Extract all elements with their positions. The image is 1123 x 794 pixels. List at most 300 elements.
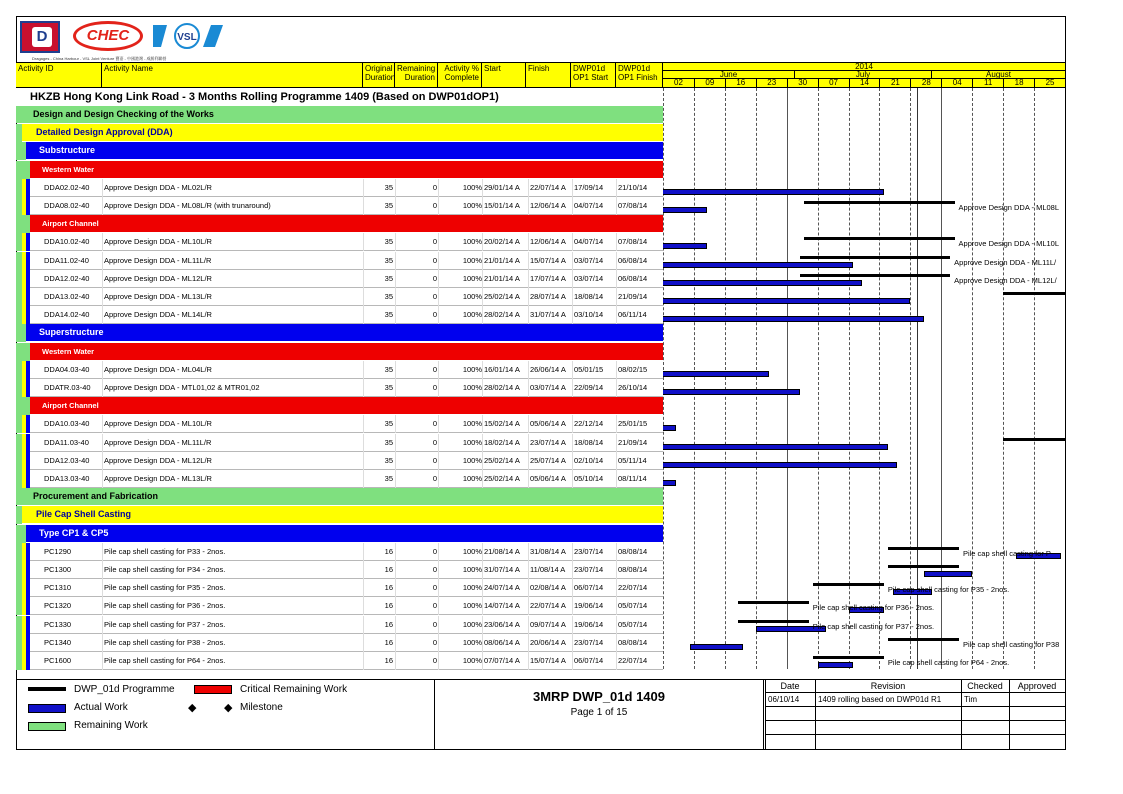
original-duration: 35 <box>384 273 393 283</box>
op1-start-date: 17/09/14 <box>574 182 604 192</box>
remaining-duration: 0 <box>432 637 437 647</box>
cell-divider <box>395 597 396 615</box>
wbs-band-level-2: Pile Cap Shell Casting <box>22 506 663 523</box>
activity-name: Approve Design DDA - ML10L/R <box>104 419 212 429</box>
cell-divider <box>616 252 617 270</box>
timeline-week: 14 <box>849 79 880 88</box>
activity-name: Approve Design DDA - MTL01,02 & MTR01,02 <box>104 383 260 392</box>
cell-divider <box>482 616 483 634</box>
wbs-band-level-4: Western Water <box>30 161 663 178</box>
op1-start-date: 23/07/14 <box>574 637 604 647</box>
finish-date: 17/07/14 A <box>530 273 566 283</box>
pct-complete: 100% <box>462 455 482 465</box>
activity-row[interactable] <box>16 470 663 488</box>
cell-divider <box>363 597 364 615</box>
activity-name: Pile cap shell casting for P38 - 2nos. <box>104 637 226 647</box>
finish-date: 31/07/14 A <box>530 310 566 320</box>
cell-divider <box>438 233 439 251</box>
activity-name: Pile cap shell casting for P64 - 2nos. <box>104 656 226 665</box>
finish-date: 02/08/14 A <box>530 583 566 593</box>
cell-divider <box>616 197 617 215</box>
cell-divider <box>395 179 396 197</box>
pct-complete: 100% <box>462 419 482 429</box>
original-duration: 35 <box>384 237 393 247</box>
activity-row[interactable] <box>16 634 663 652</box>
op1-finish-date: 05/07/14 <box>618 619 648 629</box>
start-date: 15/01/14 A <box>484 201 520 210</box>
cell-divider <box>528 379 529 397</box>
gantt-actual-bar <box>663 371 769 377</box>
cell-divider <box>616 597 617 615</box>
gantt-actual-bar <box>690 644 743 650</box>
gantt-actual-bar <box>663 480 676 486</box>
original-duration: 35 <box>384 455 393 465</box>
cell-divider <box>482 652 483 670</box>
cell-divider <box>102 434 103 452</box>
wbs-indent-stripe <box>16 361 30 379</box>
pct-complete: 100% <box>462 601 482 611</box>
document-title-block <box>434 680 764 750</box>
timeline-week: 28 <box>910 79 941 88</box>
original-duration: 16 <box>384 601 393 611</box>
remaining-duration: 0 <box>432 474 437 483</box>
wbs-indent-stripe <box>16 252 30 270</box>
gantt-gridline <box>787 88 788 669</box>
cell-divider <box>438 179 439 197</box>
cell-divider <box>616 543 617 561</box>
cell-divider <box>363 197 364 215</box>
pct-complete: 100% <box>462 583 482 593</box>
original-duration: 35 <box>384 474 393 483</box>
remaining-duration: 0 <box>432 583 437 593</box>
original-duration: 16 <box>384 565 393 574</box>
cell-divider <box>395 306 396 324</box>
activity-id: DDATR.03-40 <box>44 383 91 392</box>
activity-row[interactable] <box>16 415 663 433</box>
activity-row[interactable] <box>16 434 663 452</box>
cell-divider <box>438 634 439 652</box>
activity-row[interactable] <box>16 616 663 634</box>
activity-row[interactable] <box>16 288 663 306</box>
activity-id: DDA10.02-40 <box>44 237 90 247</box>
wbs-indent-stripe <box>16 470 30 488</box>
activity-id: DDA12.02-40 <box>44 273 90 283</box>
cell-divider <box>572 543 573 561</box>
op1-start-date: 06/07/14 <box>574 583 604 593</box>
cell-divider <box>102 616 103 634</box>
start-date: 31/07/14 A <box>484 565 520 574</box>
op1-start-date: 04/07/14 <box>574 237 604 247</box>
cell-divider <box>528 543 529 561</box>
cell-divider <box>102 543 103 561</box>
gantt-bar-label: Approve Design DDA - ML08L <box>958 203 1060 212</box>
rev-header-revision: Revision <box>870 681 906 691</box>
cell-divider <box>616 470 617 488</box>
start-date: 23/06/14 A <box>484 619 520 629</box>
pct-complete: 100% <box>462 182 482 192</box>
activity-row[interactable] <box>16 252 663 270</box>
document-title: 3MRP DWP_01d 1409 <box>533 689 665 704</box>
gantt-programme-bar <box>800 274 950 277</box>
wbs-indent-stripe <box>16 124 22 142</box>
gantt-actual-bar <box>663 444 888 450</box>
activity-id: PC1300 <box>44 565 72 574</box>
activity-row[interactable] <box>16 652 663 670</box>
col-activity-id: Activity ID <box>16 62 102 88</box>
gantt-gridline <box>694 88 695 669</box>
cell-divider <box>438 616 439 634</box>
col-original-duration: Original Duration <box>363 62 395 88</box>
activity-row[interactable] <box>16 361 663 379</box>
rev-header-checked: Checked <box>967 681 1003 691</box>
gantt-programme-bar <box>804 201 954 204</box>
activity-id: DDA11.03-40 <box>44 437 89 447</box>
gantt-actual-bar <box>663 425 676 431</box>
gantt-actual-bar <box>663 389 800 395</box>
cell-divider <box>572 579 573 597</box>
data-date-line <box>917 88 918 669</box>
remaining-duration: 0 <box>432 255 437 265</box>
cell-divider <box>528 597 529 615</box>
cell-divider <box>363 252 364 270</box>
activity-row[interactable] <box>16 233 663 251</box>
finish-date: 05/06/14 A <box>530 474 566 483</box>
gantt-programme-bar <box>813 656 884 659</box>
cell-divider <box>482 470 483 488</box>
wbs-band-level-1: Procurement and Fabrication <box>16 488 663 505</box>
op1-finish-date: 08/02/15 <box>618 364 648 374</box>
gantt-gridline <box>1003 88 1004 669</box>
cell-divider <box>482 270 483 288</box>
col-finish: Finish <box>526 62 571 88</box>
cell-divider <box>438 197 439 215</box>
cell-divider <box>438 470 439 488</box>
gantt-bar-label: Approve Design DDA - ML12L/ <box>954 275 1057 285</box>
op1-start-date: 03/07/14 <box>574 255 604 265</box>
cell-divider <box>395 652 396 670</box>
cell-divider <box>572 306 573 324</box>
cell-divider <box>528 634 529 652</box>
rev-checked: Tim <box>964 695 978 704</box>
pct-complete: 100% <box>462 637 482 647</box>
remaining-duration: 0 <box>432 546 437 556</box>
op1-finish-date: 21/10/14 <box>618 182 648 192</box>
finish-date: 11/08/14 A <box>530 565 566 574</box>
cell-divider <box>395 434 396 452</box>
cell-divider <box>363 179 364 197</box>
gantt-actual-bar <box>924 571 973 577</box>
op1-start-date: 19/06/14 <box>574 619 604 629</box>
cell-divider <box>363 288 364 306</box>
activity-name: Approve Design DDA - ML12L/R <box>104 455 212 465</box>
cell-divider <box>572 179 573 197</box>
legend-remaining-swatch <box>28 722 66 731</box>
start-date: 25/02/14 A <box>484 474 520 483</box>
activity-name: Approve Design DDA - ML11L/R <box>104 255 212 265</box>
gantt-gridline <box>972 88 973 669</box>
gantt-programme-bar <box>738 601 809 604</box>
cell-divider <box>395 543 396 561</box>
op1-finish-date: 06/08/14 <box>618 273 648 283</box>
cell-divider <box>102 652 103 670</box>
wbs-indent-stripe <box>16 379 30 397</box>
op1-finish-date: 26/10/14 <box>618 383 648 392</box>
cell-divider <box>363 452 364 470</box>
wbs-indent-stripe <box>16 506 22 524</box>
finish-date: 20/06/14 A <box>530 637 566 647</box>
finish-date: 05/06/14 A <box>530 419 566 429</box>
vsl-logo <box>153 21 223 51</box>
cell-divider <box>395 616 396 634</box>
timeline-week: 02 <box>674 78 683 87</box>
cell-divider <box>572 634 573 652</box>
cell-divider <box>363 652 364 670</box>
op1-start-date: 05/10/14 <box>574 474 604 483</box>
activity-name: Approve Design DDA - ML10L/R <box>104 237 212 247</box>
cell-divider <box>363 379 364 397</box>
wbs-indent-stripe <box>16 616 30 634</box>
cell-divider <box>102 452 103 470</box>
activity-name: Pile cap shell casting for P35 - 2nos. <box>104 583 226 593</box>
timeline-week: 07 <box>818 79 849 88</box>
cell-divider <box>528 415 529 433</box>
cell-divider <box>572 452 573 470</box>
timeline-week: 11 <box>972 79 1003 88</box>
cell-divider <box>482 634 483 652</box>
gantt-bar-label: Pile cap shell casting for P35 - 2nos. <box>887 585 1010 595</box>
activity-id: DDA11.02-40 <box>44 255 89 265</box>
op1-finish-date: 08/08/14 <box>618 546 648 556</box>
cell-divider <box>363 233 364 251</box>
activity-row[interactable] <box>16 197 663 215</box>
activity-id: DDA14.02-40 <box>44 310 90 320</box>
cell-divider <box>438 561 439 579</box>
start-date: 07/07/14 A <box>484 656 520 665</box>
timeline-week: 23 <box>756 79 787 88</box>
gantt-actual-bar <box>663 262 853 268</box>
activity-row[interactable] <box>16 597 663 615</box>
wbs-band-level-4: Western Water <box>30 343 663 360</box>
activity-row[interactable] <box>16 270 663 288</box>
op1-start-date: 06/07/14 <box>574 656 604 665</box>
original-duration: 35 <box>384 182 393 192</box>
cell-divider <box>572 270 573 288</box>
cell-divider <box>528 270 529 288</box>
cell-divider <box>616 361 617 379</box>
timeline-week: 21 <box>879 79 910 88</box>
gantt-programme-bar <box>800 256 950 259</box>
activity-id: DDA08.02-40 <box>44 201 90 210</box>
wbs-band-level-4: Airport Channel <box>30 215 663 232</box>
col-op1-start: DWP01d OP1 Start <box>571 62 616 88</box>
gantt-programme-bar <box>804 237 954 240</box>
finish-date: 12/06/14 A <box>530 201 566 210</box>
activity-id: DDA02.02-40 <box>44 182 90 192</box>
cell-divider <box>395 288 396 306</box>
cell-divider <box>482 197 483 215</box>
cell-divider <box>616 616 617 634</box>
finish-date: 22/07/14 A <box>530 601 566 611</box>
wbs-indent-stripe <box>16 324 26 342</box>
cell-divider <box>528 561 529 579</box>
op1-start-date: 23/07/14 <box>574 546 604 556</box>
cell-divider <box>616 233 617 251</box>
remaining-duration: 0 <box>432 201 437 210</box>
vsl-logo-text: VSL <box>177 32 197 43</box>
cell-divider <box>616 379 617 397</box>
remaining-duration: 0 <box>432 237 437 247</box>
remaining-duration: 0 <box>432 383 437 392</box>
wbs-indent-stripe <box>16 634 30 652</box>
op1-start-date: 05/01/15 <box>574 364 604 374</box>
cell-divider <box>395 634 396 652</box>
cell-divider <box>482 434 483 452</box>
pct-complete: 100% <box>462 565 482 574</box>
cell-divider <box>438 452 439 470</box>
cell-divider <box>482 379 483 397</box>
wbs-indent-stripe <box>16 197 30 215</box>
original-duration: 35 <box>384 201 393 210</box>
original-duration: 16 <box>384 583 393 593</box>
timeline-week-row <box>663 79 1065 88</box>
op1-finish-date: 22/07/14 <box>618 583 648 593</box>
gantt-actual-bar <box>663 189 884 195</box>
remaining-duration: 0 <box>432 310 437 320</box>
cell-divider <box>395 379 396 397</box>
op1-start-date: 04/07/14 <box>574 201 604 210</box>
gantt-gridline <box>1034 88 1035 669</box>
pct-complete: 100% <box>462 383 482 392</box>
cell-divider <box>572 233 573 251</box>
cell-divider <box>616 288 617 306</box>
activity-row[interactable] <box>16 543 663 561</box>
cell-divider <box>482 306 483 324</box>
op1-finish-date: 06/08/14 <box>618 255 648 265</box>
legend-remaining: Remaining Work <box>74 720 148 731</box>
activity-id: PC1290 <box>44 546 72 556</box>
cell-divider <box>395 452 396 470</box>
cell-divider <box>363 616 364 634</box>
gantt-gridline <box>756 88 757 669</box>
finish-date: 12/06/14 A <box>530 237 566 247</box>
cell-divider <box>572 197 573 215</box>
gantt-actual-bar <box>663 243 707 249</box>
cell-divider <box>572 415 573 433</box>
timeline-week: 04 <box>941 79 972 88</box>
cell-divider <box>102 579 103 597</box>
cell-divider <box>102 252 103 270</box>
pct-complete: 100% <box>462 273 482 283</box>
activity-row[interactable] <box>16 379 663 397</box>
timeline-week: 30 <box>787 79 818 88</box>
wbs-indent-stripe <box>16 397 30 415</box>
cell-divider <box>102 415 103 433</box>
activity-row[interactable] <box>16 561 663 579</box>
cell-divider <box>616 561 617 579</box>
activity-name: Approve Design DDA - ML04L/R <box>104 364 212 374</box>
cell-divider <box>395 270 396 288</box>
logo-caption: Dragages - China Harbour - VSL Joint Venture 寶嘉 - 中國港灣 - 威勝利聯營 <box>32 56 167 61</box>
cell-divider <box>102 306 103 324</box>
original-duration: 35 <box>384 383 393 392</box>
activity-row[interactable] <box>16 179 663 197</box>
cell-divider <box>102 379 103 397</box>
finish-date: 03/07/14 A <box>530 383 566 392</box>
cell-divider <box>572 288 573 306</box>
activity-row[interactable] <box>16 579 663 597</box>
cell-divider <box>438 415 439 433</box>
wbs-indent-stripe <box>16 652 30 670</box>
cell-divider <box>363 361 364 379</box>
cell-divider <box>102 597 103 615</box>
start-date: 25/02/14 A <box>484 455 520 465</box>
cell-divider <box>102 288 103 306</box>
timeline-week: 09 <box>694 79 725 88</box>
legend-actual-swatch <box>28 704 66 713</box>
rev-row-divider <box>765 734 1065 735</box>
wbs-indent-stripe <box>16 415 30 433</box>
op1-finish-date: 21/09/14 <box>618 437 648 447</box>
op1-finish-date: 08/08/14 <box>618 565 648 574</box>
legend-milestone: Milestone <box>240 702 283 713</box>
pct-complete: 100% <box>462 237 482 247</box>
gantt-bar-label: Pile cap shell casting for P37 - 2nos. <box>812 621 935 631</box>
cell-divider <box>482 597 483 615</box>
activity-row[interactable] <box>16 306 663 324</box>
op1-finish-date: 22/07/14 <box>618 656 648 665</box>
gantt-programme-bar <box>1003 438 1065 441</box>
milestone-diamond-icon: ◆ <box>188 702 197 714</box>
timeline-header <box>663 62 1065 88</box>
gantt-programme-bar <box>888 565 959 568</box>
wbs-indent-stripe <box>16 215 30 233</box>
gantt-bar-label: Pile cap shell casting for P64 - 2nos. <box>887 658 1010 667</box>
cell-divider <box>528 452 529 470</box>
remaining-duration: 0 <box>432 619 437 629</box>
cell-divider <box>572 379 573 397</box>
timeline-week: 18 <box>1003 79 1034 88</box>
cell-divider <box>528 434 529 452</box>
rev-row-divider <box>765 706 1065 707</box>
finish-date: 31/08/14 A <box>530 546 566 556</box>
remaining-duration: 0 <box>432 292 437 301</box>
start-date: 21/01/14 A <box>484 273 520 283</box>
start-date: 25/02/14 A <box>484 292 520 301</box>
finish-date: 15/07/14 A <box>530 656 566 665</box>
cell-divider <box>363 270 364 288</box>
cell-divider <box>438 361 439 379</box>
cell-divider <box>438 543 439 561</box>
remaining-duration: 0 <box>432 455 437 465</box>
start-date: 15/02/14 A <box>484 419 520 429</box>
start-date: 20/02/14 A <box>484 237 520 247</box>
cell-divider <box>438 252 439 270</box>
cell-divider <box>438 434 439 452</box>
pct-complete: 100% <box>462 364 482 374</box>
remaining-duration: 0 <box>432 565 437 574</box>
activity-name: Approve Design DDA - ML13L/R <box>104 474 212 483</box>
original-duration: 35 <box>384 310 393 320</box>
cell-divider <box>482 361 483 379</box>
cell-divider <box>395 579 396 597</box>
op1-finish-date: 08/11/14 <box>618 474 647 483</box>
activity-id: PC1320 <box>44 601 72 611</box>
activity-row[interactable] <box>16 452 663 470</box>
original-duration: 35 <box>384 437 393 447</box>
cell-divider <box>616 634 617 652</box>
gantt-programme-bar <box>1003 292 1065 295</box>
cell-divider <box>616 579 617 597</box>
